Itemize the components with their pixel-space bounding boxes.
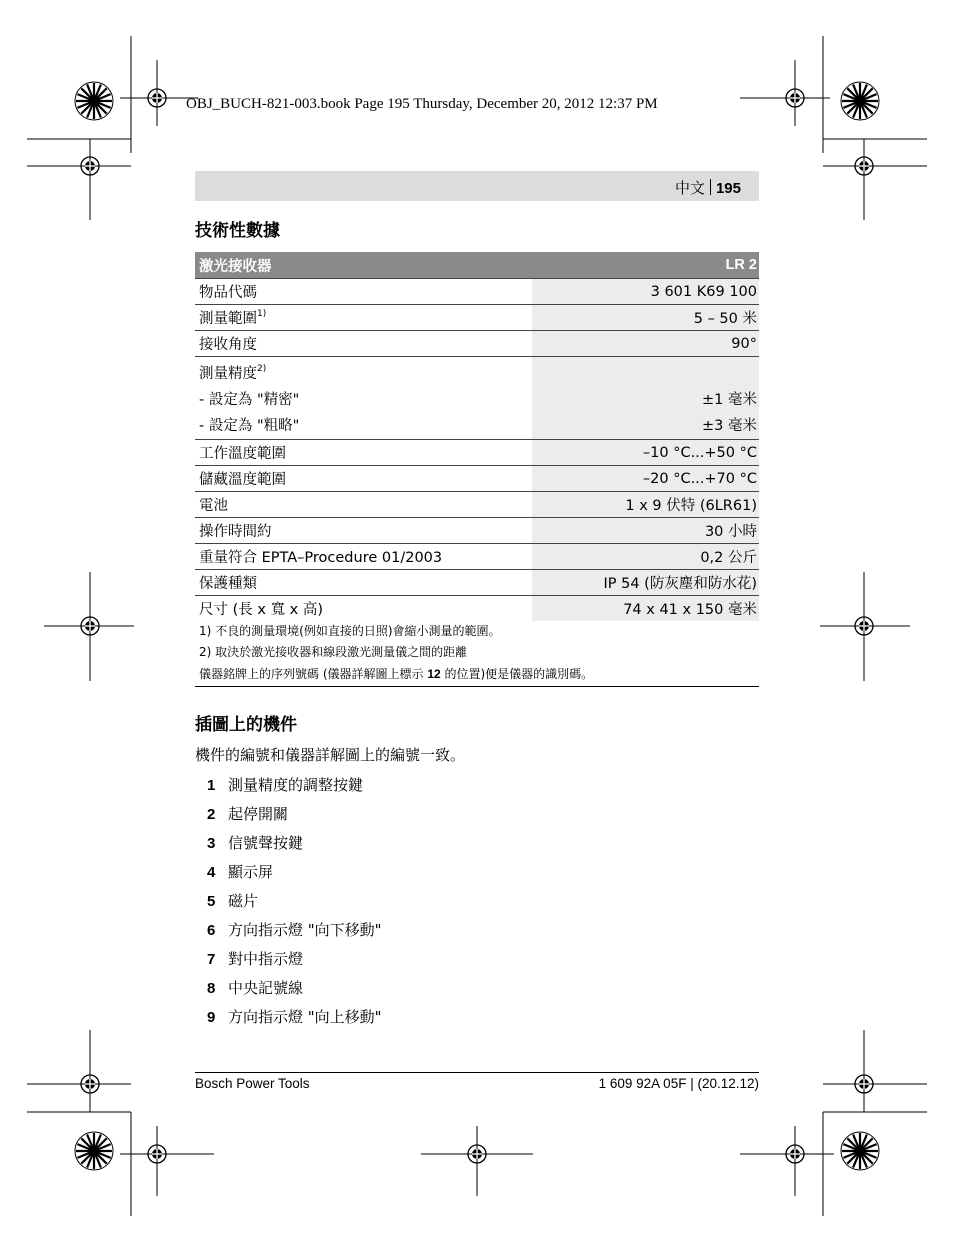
table-row: 操作時間約 30 小時: [195, 518, 759, 544]
footnote-1: 1) 不良的測量環境(例如直接的日照)會縮小測量的範圍。: [199, 624, 501, 638]
table-row: 接收角度 90°: [195, 331, 759, 357]
table-row: 儲藏溫度範圍 –20 °C...+70 °C: [195, 466, 759, 492]
spec-head-value: LR 2: [532, 252, 759, 279]
table-row: 物品代碼 3 601 K69 100: [195, 279, 759, 305]
table-bottom-rule: [195, 686, 759, 687]
table-row: 測量精度$^{2)}$ - 設定為 "精密" - 設定為 "粗略" ±1 毫米 ±3 毫米: [195, 357, 759, 440]
footer-rule: [195, 1072, 759, 1073]
list-item: 5 磁片: [207, 892, 259, 910]
list-item: 3 信號聲按鍵: [207, 834, 304, 852]
footer-doc-number: 1 609 92A 05F | (20.12.12): [598, 1076, 759, 1091]
list-item: 6 方向指示燈 "向下移動": [207, 921, 382, 939]
spec-table-header: [195, 252, 759, 279]
footer-brand: Bosch Power Tools: [195, 1076, 310, 1091]
table-row: 重量符合 EPTA–Procedure 01/2003 0,2 公斤: [195, 544, 759, 570]
book-info: OBJ_BUCH-821-003.book Page 195 Thursday, December 20, 2012 12:37 PM: [186, 96, 658, 112]
list-item: 4 顯示屏: [207, 863, 274, 881]
spec-head-label: 激光接收器: [195, 252, 532, 279]
page-header: [195, 171, 759, 201]
list-item: 7 對中指示燈: [207, 950, 304, 968]
table-row: 電池 1 x 9 伏特 (6LR61): [195, 492, 759, 518]
list-item: 1 測量精度的調整按鍵: [207, 776, 364, 794]
table-row: 保護種類 IP 54 (防灰塵和防水花): [195, 570, 759, 596]
footnote-serial: 儀器銘牌上的序列號碼 (儀器詳解圖上標示 12 的位置)便是儀器的識別碼。: [199, 667, 594, 681]
parts-title: 插圖上的機件: [195, 715, 297, 735]
footnote-2: 2) 取決於激光接收器和線段激光測量儀之間的距離: [199, 645, 468, 659]
list-item: 8 中央記號線: [207, 979, 304, 997]
table-row: 工作溫度範圍 –10 °C...+50 °C: [195, 440, 759, 466]
table-row: 尺寸 (長 x 寬 x 高) 74 x 41 x 150 毫米: [195, 596, 759, 622]
page-number: 195: [715, 180, 741, 197]
list-item: 2 起停開關: [207, 805, 289, 823]
spec-table: [195, 252, 759, 621]
table-row: 測量範圍$^{1)}$ 5 – 50 米: [195, 305, 759, 331]
header-language: 中文: [674, 179, 705, 197]
list-item: 9 方向指示燈 "向上移動": [207, 1008, 382, 1026]
tech-data-title: 技術性數據: [195, 221, 280, 241]
parts-intro: 機件的編號和儀器詳解圖上的編號一致。: [195, 746, 466, 764]
